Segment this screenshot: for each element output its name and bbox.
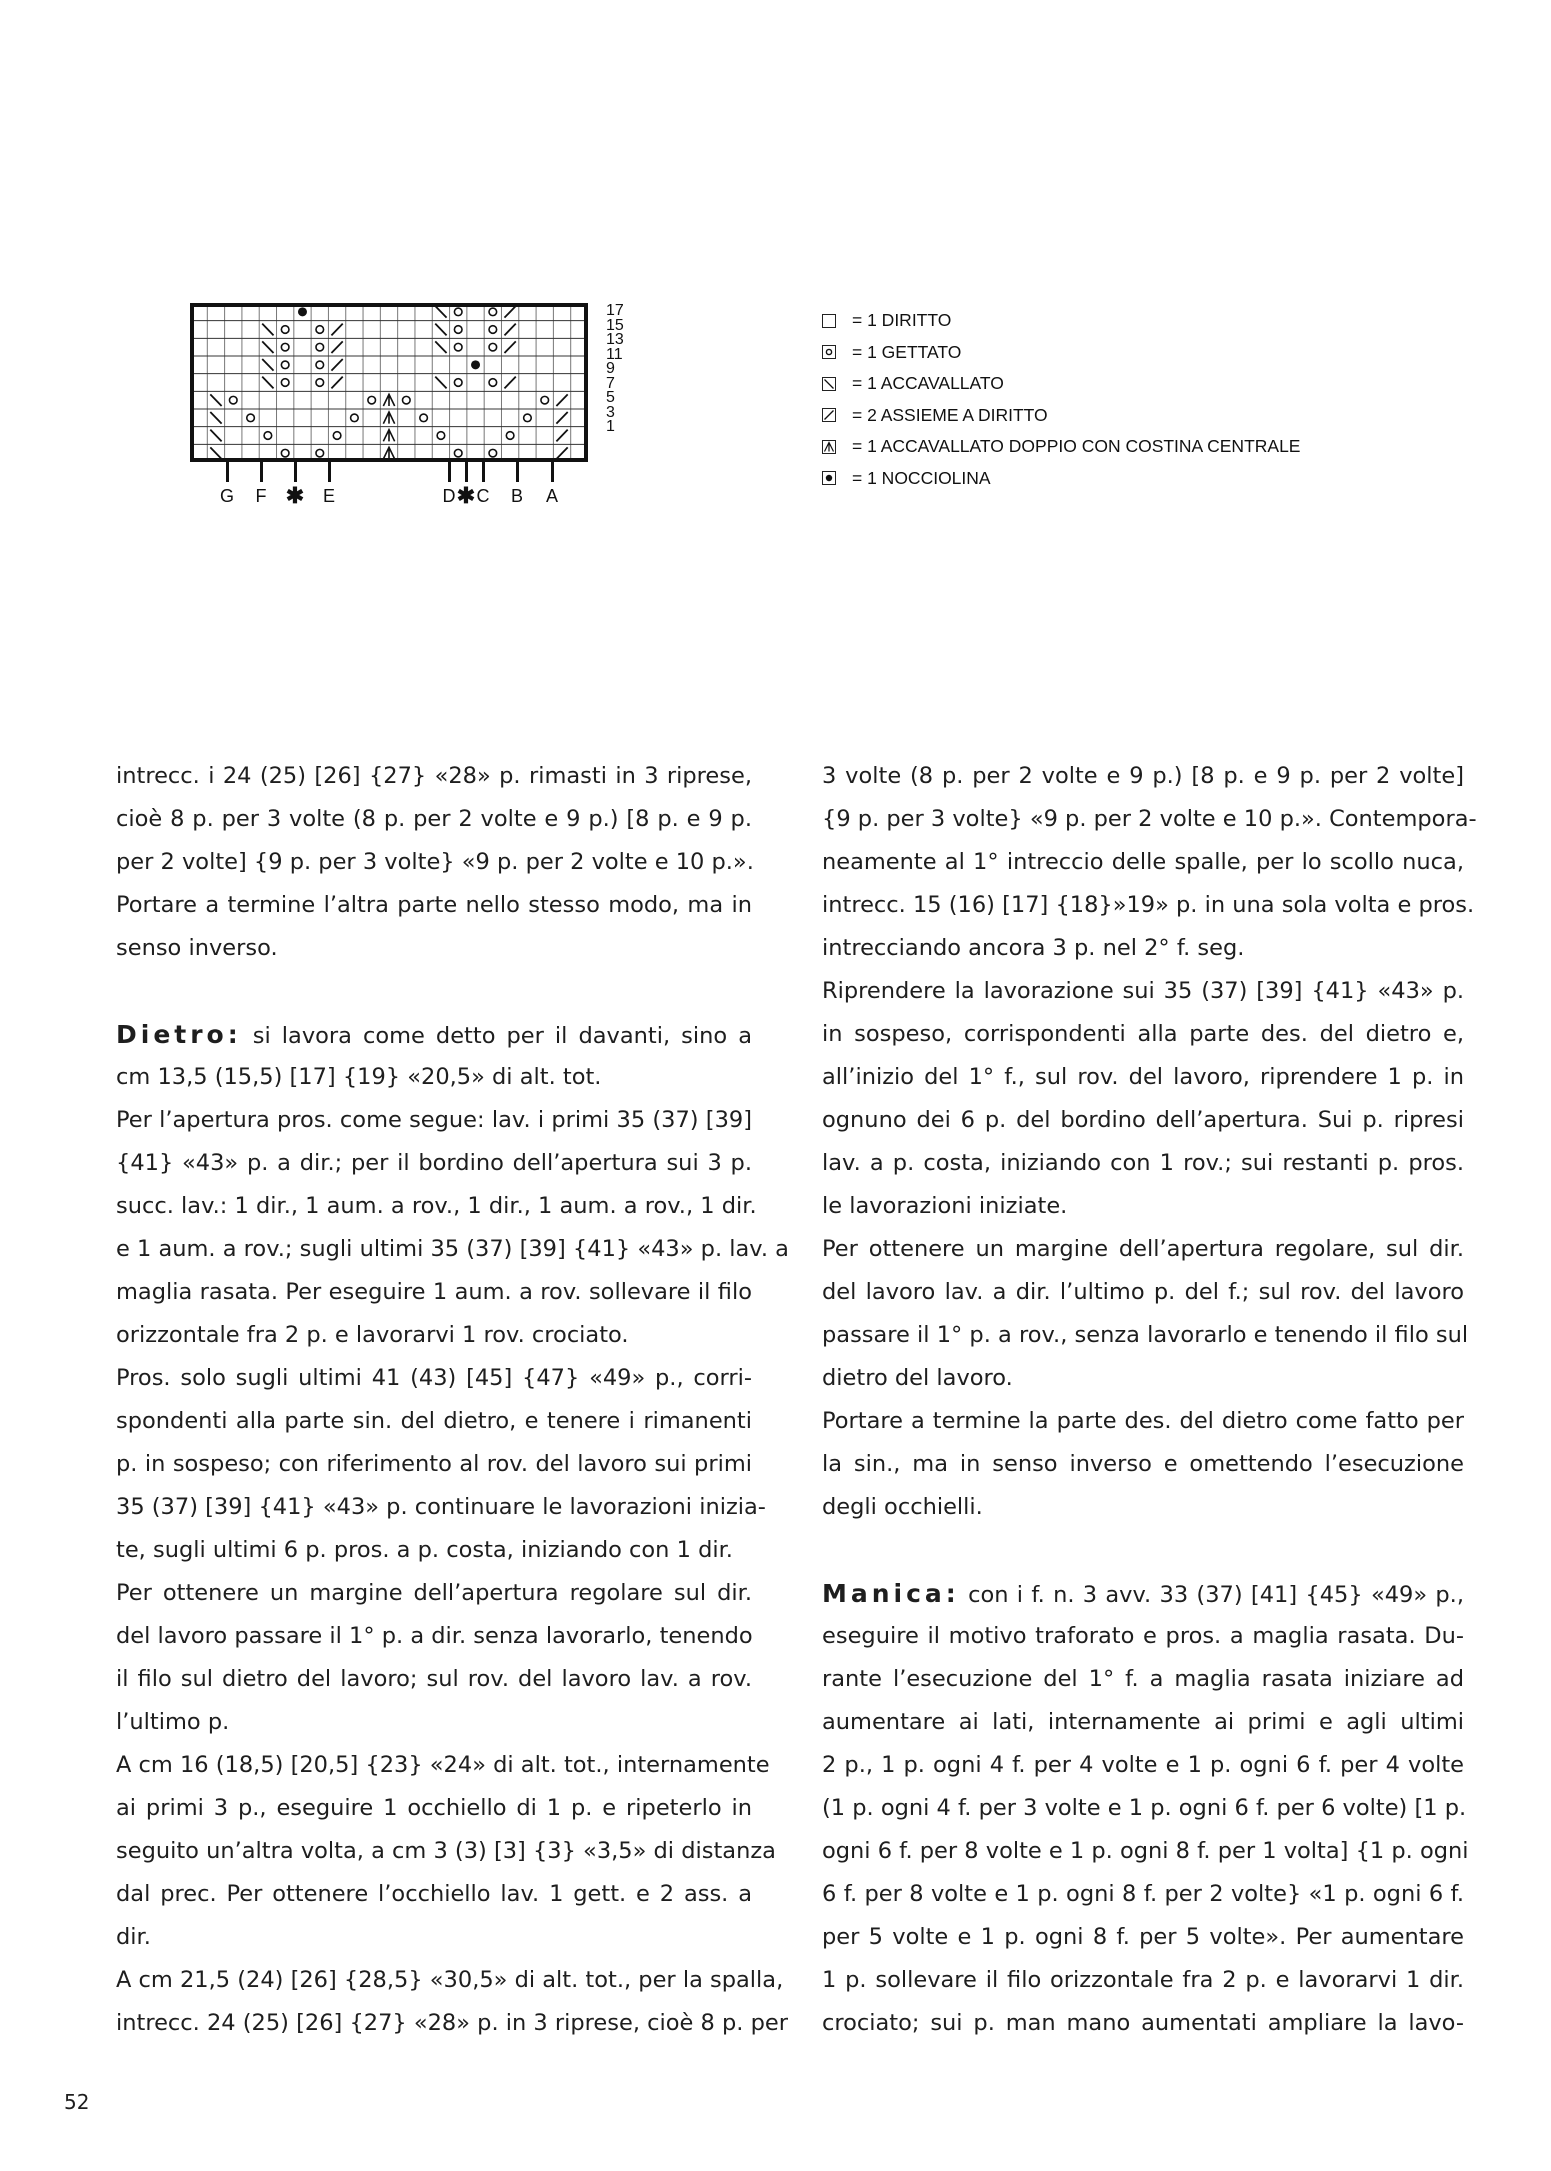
text-line <box>822 1615 1464 1658</box>
line-text: il filo sul dietro del lavoro; sul rov. del lavoro lav. a rov. <box>116 1666 752 1692</box>
column-marker-tick <box>465 462 468 482</box>
knit-two-together-icon <box>556 447 567 459</box>
text-line <box>116 1830 776 1873</box>
text-line <box>822 1099 1464 1142</box>
column-marker-label: B <box>510 486 524 506</box>
line-text: intrecc. i 24 (25) [26] {27} «28» p. rimasti in 3 riprese, <box>116 763 752 789</box>
line-text: succ. lav.: 1 dir., 1 aum. a rov., 1 dir., 1 aum. a rov., 1 dir. <box>116 1193 757 1219</box>
yarn-over-icon <box>506 432 514 440</box>
line-text: e 1 aum. a rov.; sugli ultimi 35 (37) [39] {41} «43» p. lav. a <box>116 1236 789 1262</box>
yarn-over-icon <box>247 414 255 422</box>
legend-text: = 1 ACCAVALLATO DOPPIO CON COSTINA CENTRALE <box>852 436 1301 457</box>
text-line <box>822 798 1477 841</box>
legend-item <box>822 431 1300 463</box>
line-text: dietro del lavoro. <box>822 1365 1013 1391</box>
chart-legend <box>822 305 1300 494</box>
knit-two-together-icon <box>556 394 567 406</box>
text-line <box>822 1572 1464 1615</box>
line-text: passare il 1° p. a rov., senza lavorarlo e tenendo il filo sul <box>822 1322 1469 1348</box>
chart-column-markers <box>0 462 700 522</box>
column-marker-tick <box>551 462 554 482</box>
knit-two-together-icon <box>331 359 342 371</box>
line-text: con i f. n. 3 avv. 33 (37) [41] {45} «49» p., <box>959 1582 1464 1608</box>
text-line <box>822 1959 1464 2002</box>
slip-slip-knit-icon <box>435 341 446 353</box>
line-text: dir. <box>116 1924 151 1950</box>
legend-item <box>822 368 1300 400</box>
slip-slip-knit-icon <box>435 377 446 389</box>
section-heading: Dietro: <box>116 1020 242 1049</box>
line-text: spondenti alla parte sin. del dietro, e tenere i rimanenti <box>116 1408 752 1434</box>
column-marker-tick <box>328 462 331 482</box>
column-marker-label: C <box>476 486 490 506</box>
slip-slip-knit-icon <box>262 377 273 389</box>
line-text: intrecciando ancora 3 p. nel 2° f. seg. <box>822 935 1245 961</box>
text-line <box>116 884 752 927</box>
yarn-over-icon <box>281 326 289 334</box>
line-text: (1 p. ogni 4 f. per 3 volte e 1 p. ogni 6 f. per 6 volte) [1 p. <box>822 1795 1467 1821</box>
line-text: 2 p., 1 p. ogni 4 f. per 4 volte e 1 p. ogni 6 f. per 4 volte <box>822 1752 1464 1778</box>
line-text: A cm 21,5 (24) [26] {28,5} «30,5» di alt. tot., per la spalla, <box>116 1967 784 1993</box>
text-line <box>822 1013 1464 1056</box>
slip-slip-knit-icon <box>210 412 221 424</box>
column-marker-label: F <box>255 486 267 506</box>
legend-item <box>822 400 1300 432</box>
line-text: per 5 volte e 1 p. ogni 8 f. per 5 volte». Per aumentare <box>822 1924 1464 1950</box>
yarn-over-icon <box>368 396 376 404</box>
line-text: all’inizio del 1° f., sul rov. del lavoro, riprendere 1 p. in <box>822 1064 1464 1090</box>
yarn-over-icon <box>489 379 497 387</box>
circle-square-icon <box>822 345 836 359</box>
line-text: 35 (37) [39] {41} «43» p. continuare le lavorazioni inizia- <box>116 1494 766 1520</box>
line-text: l’ultimo p. <box>116 1709 230 1735</box>
page-number: 52 <box>64 2090 90 2114</box>
knitting-chart <box>190 303 588 462</box>
section-heading: Manica: <box>822 1579 960 1608</box>
central-double-decrease-icon <box>383 412 394 424</box>
yarn-over-icon <box>281 361 289 369</box>
line-text: maglia rasata. Per eseguire 1 aum. a rov. sollevare il filo <box>116 1279 752 1305</box>
yarn-over-icon <box>454 308 462 316</box>
text-line <box>116 1486 766 1529</box>
knit-two-together-icon <box>504 324 515 336</box>
yarn-over-icon <box>333 432 341 440</box>
text-line <box>822 1486 1464 1529</box>
line-text: cioè 8 p. per 3 volte (8 p. per 2 volte e 9 p.) [8 p. e 9 p. <box>116 806 752 832</box>
line-text: aumentare ai lati, internamente ai primi e agli ultimi <box>822 1709 1464 1735</box>
text-line <box>116 1357 752 1400</box>
paragraph-gap <box>822 1529 1464 1572</box>
knit-two-together-icon <box>556 430 567 442</box>
bobble-icon <box>471 360 480 369</box>
text-line <box>822 1916 1464 1959</box>
line-text: cm 13,5 (15,5) [17] {19} «20,5» di alt. tot. <box>116 1064 602 1090</box>
yarn-over-icon <box>437 432 445 440</box>
slip-slip-knit-icon <box>210 447 221 459</box>
knit-two-together-icon <box>331 324 342 336</box>
row-label: 13 <box>606 331 624 348</box>
line-text: ognuno dei 6 p. del bordino dell’apertura. Sui p. ripresi <box>822 1107 1464 1133</box>
column-marker-tick <box>516 462 519 482</box>
line-text: del lavoro lav. a dir. l’ultimo p. del f.; sul rov. del lavoro <box>822 1279 1464 1305</box>
slip-slip-knit-icon <box>210 394 221 406</box>
text-line <box>116 1228 789 1271</box>
chart-row-labels <box>606 304 646 435</box>
slash-square-icon <box>822 408 836 422</box>
slip-slip-knit-icon <box>262 324 273 336</box>
row-label: 11 <box>606 345 623 363</box>
text-line <box>116 927 752 970</box>
text-line <box>822 755 1464 798</box>
row-label: 9 <box>606 360 615 377</box>
text-line <box>822 1142 1464 1185</box>
column-marker-label: E <box>322 486 336 506</box>
yarn-over-icon <box>454 449 462 457</box>
text-line <box>822 1701 1464 1744</box>
slip-slip-knit-icon <box>262 341 273 353</box>
yarn-over-icon <box>420 414 428 422</box>
repeat-star-icon: ✱ <box>456 483 476 508</box>
legend-text: = 1 GETTATO <box>852 341 962 362</box>
yarn-over-icon <box>316 343 324 351</box>
text-line <box>116 1271 752 1314</box>
legend-text: = 1 DIRITTO <box>852 310 952 331</box>
text-line <box>116 1701 752 1744</box>
text-line <box>822 1271 1464 1314</box>
yarn-over-icon <box>281 449 289 457</box>
text-line <box>822 1658 1464 1701</box>
bobble-icon <box>298 307 307 316</box>
text-line <box>822 927 1464 970</box>
chart-grid <box>190 303 588 462</box>
yarn-over-icon <box>454 343 462 351</box>
line-text: lav. a p. costa, iniziando con 1 rov.; sui restanti p. pros. <box>822 1150 1464 1176</box>
column-marker-label: A <box>545 486 559 506</box>
row-label: 17 <box>606 302 624 319</box>
yarn-over-icon <box>454 326 462 334</box>
text-line <box>116 2002 788 2045</box>
yarn-over-icon <box>316 326 324 334</box>
text-line <box>116 1787 752 1830</box>
line-text: Per ottenere un margine dell’apertura regolare, sul dir. <box>822 1236 1464 1262</box>
text-line <box>116 1873 752 1916</box>
legend-text: = 2 ASSIEME A DIRITTO <box>852 404 1048 425</box>
yarn-over-icon <box>489 343 497 351</box>
text-line <box>822 1873 1464 1916</box>
line-text: intrecc. 15 (16) [17] {18}»19» p. in una sola volta e pros. <box>822 892 1475 918</box>
line-text: seguito un’altra volta, a cm 3 (3) [3] {3} «3,5» di distanza <box>116 1838 776 1864</box>
line-text: 3 volte (8 p. per 2 volte e 9 p.) [8 p. e 9 p. per 2 volte] <box>822 763 1464 789</box>
column-marker-tick <box>260 462 263 482</box>
line-text: orizzontale fra 2 p. e lavorarvi 1 rov. crociato. <box>116 1322 629 1348</box>
filled-dot-square-icon <box>822 471 836 485</box>
line-text: per 2 volte] {9 p. per 3 volte} «9 p. per 2 volte e 10 p.». <box>116 849 754 875</box>
line-text: neamente al 1° intreccio delle spalle, per lo scollo nuca, <box>822 849 1464 875</box>
text-line <box>822 1443 1464 1486</box>
knit-two-together-icon <box>556 412 567 424</box>
text-line <box>116 1185 757 1228</box>
line-text: ogni 6 f. per 8 volte e 1 p. ogni 8 f. per 1 volta] {1 p. ogni <box>822 1838 1469 1864</box>
text-line <box>116 1744 770 1787</box>
line-text: Portare a termine l’altra parte nello stesso modo, ma in <box>116 892 752 918</box>
slip-slip-knit-icon <box>435 324 446 336</box>
yarn-over-icon <box>351 414 359 422</box>
column-marker-label: D <box>442 486 456 506</box>
line-text: Pros. solo sugli ultimi 41 (43) [45] {47} «49» p., corri- <box>116 1365 752 1391</box>
yarn-over-icon <box>489 326 497 334</box>
row-label: 7 <box>606 374 615 392</box>
text-line <box>822 1228 1464 1271</box>
column-marker-tick <box>294 462 297 482</box>
double-decrease-square-icon <box>822 440 836 454</box>
text-line <box>116 1916 752 1959</box>
line-text: degli occhielli. <box>822 1494 983 1520</box>
line-text: Portare a termine la parte des. del dietro come fatto per <box>822 1408 1464 1434</box>
yarn-over-icon <box>541 396 549 404</box>
central-double-decrease-icon <box>383 430 394 442</box>
text-line <box>116 1443 752 1486</box>
text-line <box>822 1830 1469 1873</box>
knit-two-together-icon <box>331 341 342 353</box>
text-line <box>822 1787 1467 1830</box>
legend-text: = 1 ACCAVALLATO <box>852 373 1004 394</box>
knit-two-together-icon <box>504 341 515 353</box>
text-column-right <box>822 755 1477 2045</box>
knit-two-together-icon <box>331 377 342 389</box>
line-text: te, sugli ultimi 6 p. pros. a p. costa, iniziando con 1 dir. <box>116 1537 733 1563</box>
line-text: dal prec. Per ottenere l’occhiello lav. 1 gett. e 2 ass. a <box>116 1881 752 1907</box>
text-line <box>116 1529 752 1572</box>
text-line <box>116 1056 752 1099</box>
text-line <box>116 1013 752 1056</box>
line-text: del lavoro passare il 1° p. a dir. senza lavorarlo, tenendo <box>116 1623 753 1649</box>
central-double-decrease-icon <box>383 447 394 459</box>
yarn-over-icon <box>524 414 532 422</box>
text-line <box>116 1314 752 1357</box>
repeat-star-icon: ✱ <box>285 483 305 508</box>
text-line <box>116 1959 784 2002</box>
yarn-over-icon <box>281 343 289 351</box>
empty-square-icon <box>822 314 836 328</box>
line-text: p. in sospeso; con riferimento al rov. del lavoro sui primi <box>116 1451 752 1477</box>
text-line <box>822 1357 1464 1400</box>
line-text: Per ottenere un margine dell’apertura regolare sul dir. <box>116 1580 752 1606</box>
yarn-over-icon <box>454 379 462 387</box>
yarn-over-icon <box>316 449 324 457</box>
text-line <box>116 1400 752 1443</box>
row-label: 3 <box>606 403 615 421</box>
text-line <box>822 1314 1469 1357</box>
line-text: in sospeso, corrispondenti alla parte des. del dietro e, <box>822 1021 1464 1047</box>
line-text: Riprendere la lavorazione sui 35 (37) [39] {41} «43» p. <box>822 978 1464 1004</box>
line-text: la sin., ma in senso inverso e omettendo l’esecuzione <box>822 1451 1464 1477</box>
text-line <box>822 1744 1464 1787</box>
yarn-over-icon <box>316 361 324 369</box>
text-line <box>116 798 752 841</box>
line-text: {41} «43» p. a dir.; per il bordino dell’apertura sui 3 p. <box>116 1150 752 1176</box>
yarn-over-icon <box>281 379 289 387</box>
slip-slip-knit-icon <box>435 306 446 318</box>
text-line <box>116 1615 752 1658</box>
text-line <box>822 1185 1464 1228</box>
line-text: si lavora come detto per il davanti, sino a <box>241 1023 752 1049</box>
paragraph-gap <box>116 970 752 1013</box>
column-marker-label: G <box>219 486 235 506</box>
slip-slip-knit-icon <box>210 430 221 442</box>
yarn-over-icon <box>489 449 497 457</box>
line-text: ai primi 3 p., eseguire 1 occhiello di 1 p. e ripeterlo in <box>116 1795 752 1821</box>
legend-item <box>822 305 1300 337</box>
text-line <box>116 1099 752 1142</box>
line-text: crociato; sui p. man mano aumentati ampliare la lavo- <box>822 2010 1464 2036</box>
line-text: rante l’esecuzione del 1° f. a maglia rasata iniziare ad <box>822 1666 1464 1692</box>
central-double-decrease-icon <box>383 394 394 406</box>
text-line <box>822 970 1464 1013</box>
text-line <box>822 884 1475 927</box>
yarn-over-icon <box>403 396 411 404</box>
column-marker-tick <box>226 462 229 482</box>
yarn-over-icon <box>264 432 272 440</box>
row-label: 5 <box>606 389 615 406</box>
line-text: 1 p. sollevare il filo orizzontale fra 2 p. e lavorarvi 1 dir. <box>822 1967 1464 1993</box>
column-marker-tick <box>448 462 451 482</box>
line-text: Per l’apertura pros. come segue: lav. i primi 35 (37) [39] <box>116 1107 752 1133</box>
line-text: A cm 16 (18,5) [20,5] {23} «24» di alt. tot., internamente <box>116 1752 770 1778</box>
yarn-over-icon <box>489 308 497 316</box>
text-line <box>822 1056 1464 1099</box>
text-line <box>116 1142 752 1185</box>
text-column-left <box>116 755 789 2045</box>
text-line <box>116 841 752 884</box>
legend-item <box>822 463 1300 495</box>
text-line <box>116 1658 752 1701</box>
line-text: intrecc. 24 (25) [26] {27} «28» p. in 3 riprese, cioè 8 p. per <box>116 2010 788 2036</box>
yarn-over-icon <box>229 396 237 404</box>
line-text: {9 p. per 3 volte} «9 p. per 2 volte e 10 p.». Contempora- <box>822 806 1477 832</box>
text-line <box>822 841 1464 884</box>
backslash-square-icon <box>822 377 836 391</box>
text-line <box>116 1572 752 1615</box>
text-line <box>116 755 752 798</box>
knit-two-together-icon <box>504 306 515 318</box>
line-text: 6 f. per 8 volte e 1 p. ogni 8 f. per 2 volte} «1 p. ogni 6 f. <box>822 1881 1464 1907</box>
row-label: 1 <box>606 418 615 435</box>
knit-two-together-icon <box>504 377 515 389</box>
text-line <box>822 1400 1464 1443</box>
line-text: senso inverso. <box>116 935 278 961</box>
line-text: eseguire il motivo traforato e pros. a maglia rasata. Du- <box>822 1623 1464 1649</box>
legend-item <box>822 337 1300 369</box>
row-label: 15 <box>606 316 624 334</box>
yarn-over-icon <box>316 379 324 387</box>
text-line <box>822 2002 1464 2045</box>
slip-slip-knit-icon <box>262 359 273 371</box>
column-marker-tick <box>482 462 485 482</box>
legend-text: = 1 NOCCIOLINA <box>852 467 991 488</box>
line-text: le lavorazioni iniziate. <box>822 1193 1068 1219</box>
